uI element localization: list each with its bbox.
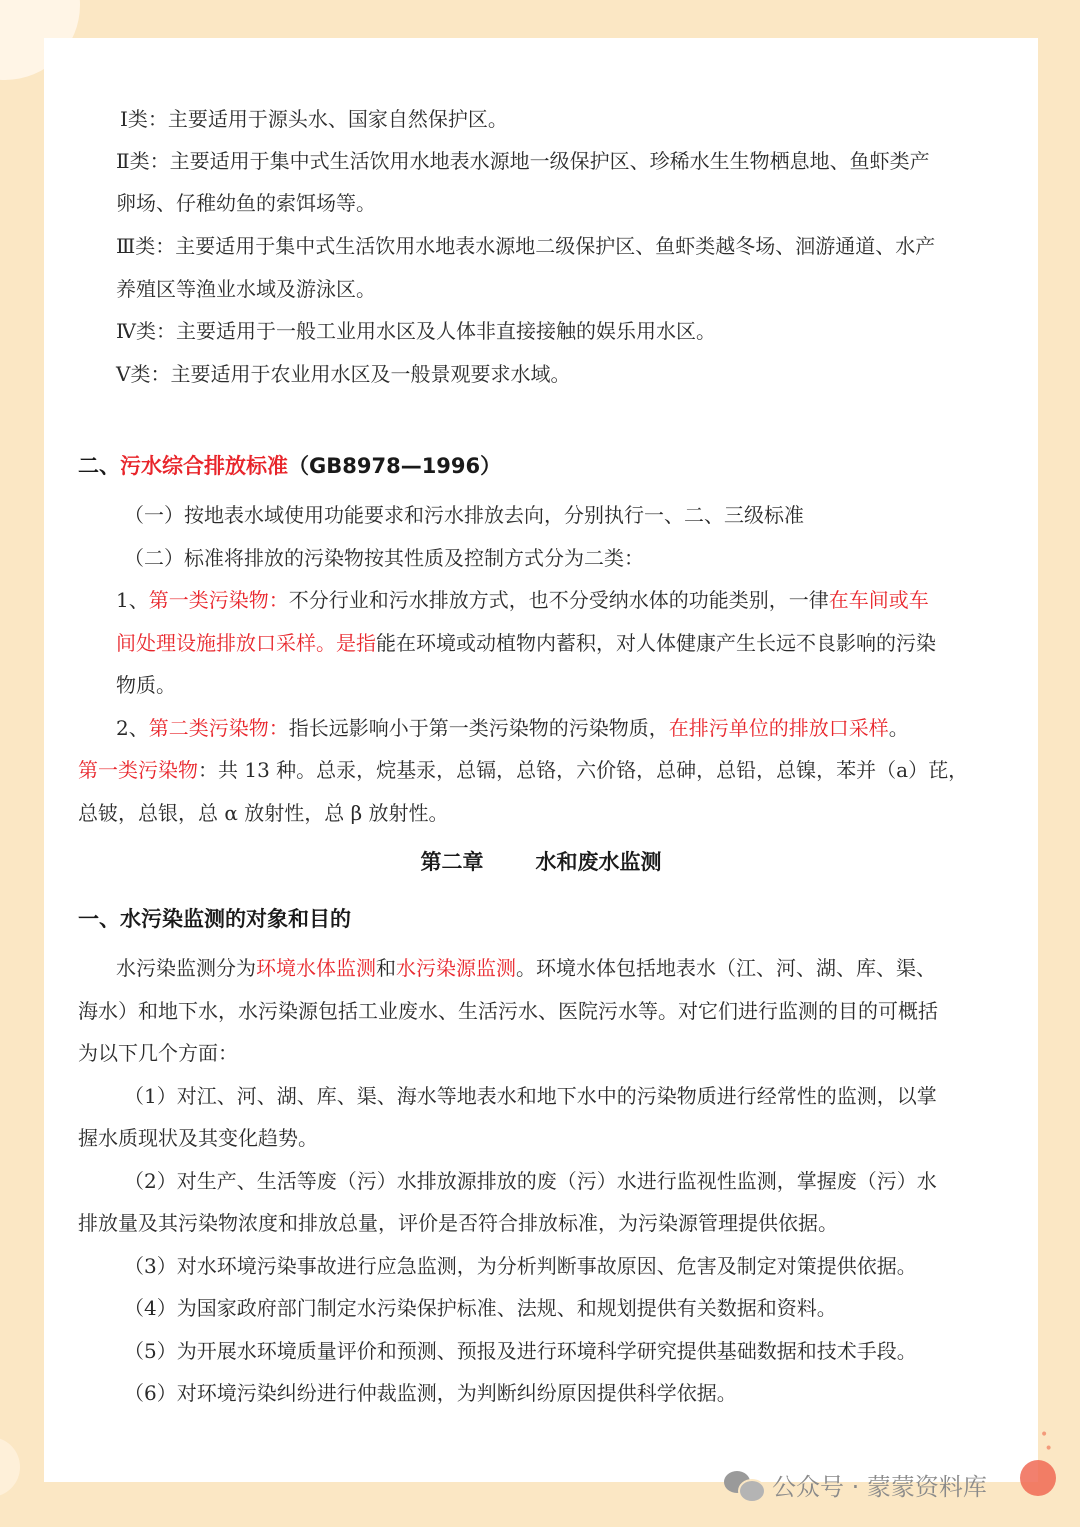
class-iii-line-cont: 养殖区等渔业水域及游泳区。 (116, 277, 376, 301)
highlight-text: 环境水体监测 (256, 956, 376, 980)
pollutant-class-1-paragraph-end: 物质。 (116, 673, 176, 697)
item-number: 2、 (116, 716, 149, 740)
class-iv-line: Ⅳ类：主要适用于一般工业用水区及人体非直接接触的娱乐用水区。 (116, 319, 716, 343)
standard-code: （GB8978—1996） (288, 454, 502, 478)
section-heading-monitoring: 一、水污染监测的对象和目的 (78, 907, 351, 931)
monitoring-intro-end: 为以下几个方面： (78, 1041, 238, 1065)
decorative-blob (0, 1437, 20, 1497)
paragraph-text: 不分行业和污水排放方式，也不分受纳水体的功能类别，一律 (288, 588, 829, 612)
goal-item-1: （1）对江、河、湖、库、渠、海水等地表水和地下水中的污染物质进行经常性的监测，以掌 (124, 1084, 937, 1108)
term-class-2-pollutant: 第二类污染物： (148, 716, 289, 740)
chapter-name: 水和废水监测 (535, 850, 662, 874)
monitoring-intro (116, 947, 1038, 989)
item-number: 1、 (116, 588, 149, 612)
standard-item-2: （二）标准将排放的污染物按其性质及控制方式分为二类： (124, 546, 644, 570)
class-1-pollutant-list-cont: 总铍，总银，总 α 放射性，总 β 放射性。 (78, 801, 449, 825)
term-class-1-pollutant: 第一类污染物： (148, 588, 289, 612)
monitoring-intro-cont: 海水）和地下水，水污染源包括工业废水、生活污水、医院污水等。对它们进行监测的目的可概括 (78, 999, 938, 1023)
goal-item-2-cont: 排放量及其污染物浓度和排放总量，评价是否符合排放标准，为污染源管理提供依据。 (78, 1211, 838, 1235)
section-prefix: 二、 (78, 454, 120, 478)
paragraph-text: 指长远影响小于第一类污染物的污染物质， (288, 716, 669, 740)
class-i-line: Ⅰ类：主要适用于源头水、国家自然保护区。 (120, 107, 508, 131)
paragraph-text: 能在环境或动植物内蓄积，对人体健康产生长远不良影响的污染 (376, 631, 936, 655)
highlight-text: 在排污单位的排放口采样 (668, 716, 889, 740)
decorative-heart (1020, 1460, 1056, 1496)
pollutant-class-2-paragraph (116, 707, 1038, 749)
decorative-dots: • • (1040, 1427, 1053, 1457)
chapter-title (44, 841, 1038, 883)
class-ii-line-cont: 卵场、仔稚幼鱼的索饵场等。 (116, 191, 376, 215)
watermark-text: 公众号 · 蒙蒙资料库 (772, 1472, 987, 1501)
standard-item-1: （一）按地表水域使用功能要求和污水排放去向，分别执行一、二、三级标准 (124, 503, 804, 527)
pollutant-class-1-paragraph (116, 579, 1038, 621)
paragraph-text: 水污染监测分为 (116, 956, 256, 980)
class-iii-line: Ⅲ类：主要适用于集中式生活饮用水地表水源地二级保护区、鱼虾类越冬场、洄游通道、水产 (116, 234, 936, 258)
class-1-pollutant-list (78, 749, 1038, 791)
watermark (724, 1462, 987, 1506)
goal-item-4: （4）为国家政府部门制定水污染保护标准、法规、和规划提供有关数据和资料。 (124, 1296, 837, 1320)
class-v-line: Ⅴ类：主要适用于农业用水区及一般景观要求水域。 (116, 362, 571, 386)
class-ii-line: Ⅱ类：主要适用于集中式生活饮用水地表水源地一级保护区、珍稀水生生物栖息地、鱼虾类产 (116, 149, 930, 173)
section-title: 污水综合排放标准 (120, 454, 288, 478)
goal-item-1-cont: 握水质现状及其变化趋势。 (78, 1126, 318, 1150)
goal-item-5: （5）为开展水环境质量评价和预测、预报及进行环境科学研究提供基础数据和技术手段。 (124, 1339, 917, 1363)
paragraph-text: 。 (888, 716, 909, 740)
goal-item-2: （2）对生产、生活等废（污）水排放源排放的废（污）水进行监视性监测，掌握废（污）水 (124, 1169, 937, 1193)
goal-item-3: （3）对水环境污染事故进行应急监测，为分析判断事故原因、危害及制定对策提供依据。 (124, 1254, 917, 1278)
term-class-1-pollutant: 第一类污染物 (78, 758, 198, 782)
wechat-icon (724, 1469, 764, 1499)
paragraph-text: 。环境水体包括地表水（江、河、湖、库、渠、 (516, 956, 936, 980)
highlight-text: 在车间或车 (828, 588, 929, 612)
paragraph-text: 和 (376, 956, 396, 980)
chapter-number: 第二章 (420, 850, 484, 874)
document-page (44, 38, 1038, 1482)
highlight-text: 水污染源监测 (396, 956, 516, 980)
highlight-text: 间处理设施排放口采样。是指 (116, 631, 376, 655)
paragraph-text: ：共 13 种。总汞，烷基汞，总镉，总铬，六价铬，总砷，总铅，总镍，苯并（a）芘， (198, 758, 969, 782)
pollutant-class-1-paragraph-cont (116, 622, 1038, 664)
section-heading-discharge-standard (78, 445, 1038, 487)
goal-item-6: （6）对环境污染纠纷进行仲裁监测，为判断纠纷原因提供科学依据。 (124, 1381, 737, 1405)
